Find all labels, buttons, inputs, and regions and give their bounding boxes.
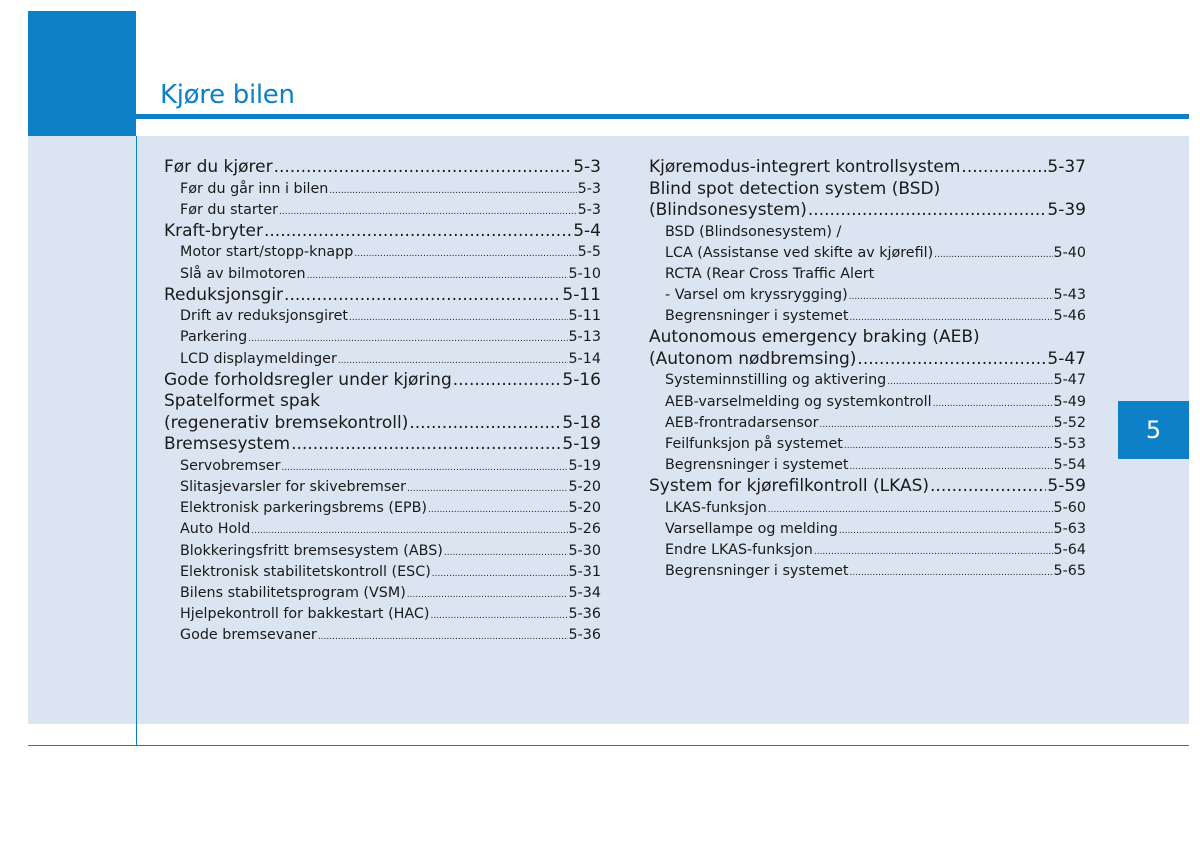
dot-leader <box>349 308 568 329</box>
toc-entry-label: (Blindsonesystem) <box>649 200 807 220</box>
toc-page-number: 5-65 <box>1053 563 1086 580</box>
toc-heading-line[interactable]: Autonomous emergency braking (AEB) <box>649 327 980 348</box>
toc-page-number: 5-40 <box>1053 244 1086 261</box>
toc-subentry[interactable] <box>164 264 601 285</box>
toc-subentry[interactable] <box>164 477 601 498</box>
toc-entry-label: Gode forholdsregler under kjøring <box>164 369 452 390</box>
toc-subentry[interactable] <box>164 200 601 221</box>
toc-subentry[interactable] <box>164 519 601 540</box>
toc-page-number: 5-34 <box>568 584 601 601</box>
toc-entry[interactable] <box>649 200 1086 222</box>
chapter-tab[interactable]: 5 <box>1118 401 1189 459</box>
toc-page-number: 5-14 <box>568 350 601 367</box>
toc-page-number: 5-20 <box>568 479 601 495</box>
toc-page-number: 5-3 <box>577 180 601 197</box>
toc-page-number: 5-63 <box>1053 521 1086 538</box>
toc-right-column <box>649 157 1086 583</box>
dot-leader <box>961 157 1046 179</box>
toc-entry-label: (Autonom nødbremsing) <box>649 348 857 369</box>
toc-page-number: 5-49 <box>1053 393 1086 410</box>
dot-leader <box>279 202 577 223</box>
toc-entry[interactable] <box>164 370 601 392</box>
toc-entry-label: Elektronisk stabilitetskontroll (ESC) <box>180 563 431 580</box>
toc-page-number: 5-20 <box>568 500 601 517</box>
toc-page-number: 5-47 <box>1047 348 1086 369</box>
toc-entry-label: AEB-frontradarsensor <box>665 414 819 431</box>
corner-color-block <box>28 11 136 136</box>
toc-page-number: 5-53 <box>1053 436 1086 452</box>
toc-heading-line[interactable]: Blind spot detection system (BSD) <box>649 178 941 199</box>
dot-leader <box>281 458 567 479</box>
dot-leader <box>407 585 568 606</box>
toc-subentry-line[interactable]: BSD (Blindsonesystem) / <box>665 223 842 240</box>
dot-leader <box>307 266 568 287</box>
toc-page-number: 5-37 <box>1047 157 1086 177</box>
toc-subentry[interactable] <box>164 306 601 327</box>
dot-leader <box>251 521 567 542</box>
toc-entry[interactable] <box>649 349 1086 371</box>
toc-page-number: 5-36 <box>568 606 601 623</box>
toc-subentry[interactable] <box>164 349 601 370</box>
toc-page-number: 5-59 <box>1047 476 1086 497</box>
toc-subentry[interactable] <box>649 392 1086 413</box>
dot-leader <box>849 287 1053 308</box>
toc-subentry[interactable] <box>164 562 601 583</box>
dot-leader <box>329 181 576 202</box>
toc-entry-label: AEB-varselmelding og systemkontroll <box>665 393 932 410</box>
toc-entry-label: Begrensninger i systemet <box>665 457 849 474</box>
toc-subentry[interactable] <box>649 455 1086 476</box>
toc-entry[interactable] <box>164 157 601 179</box>
dot-leader <box>839 521 1053 542</box>
toc-page-number: 5-3 <box>573 157 601 177</box>
toc-entry-label: Før du går inn i bilen <box>180 180 329 197</box>
toc-page-number: 5-36 <box>568 627 601 644</box>
bottom-rule <box>28 745 1189 746</box>
toc-page-number: 5-39 <box>1047 200 1086 220</box>
toc-page-number: 5-60 <box>1053 499 1086 516</box>
toc-page-number: 5-18 <box>562 412 601 433</box>
toc-subentry[interactable] <box>164 327 601 348</box>
dot-leader <box>248 329 567 350</box>
toc-page-number: 5-5 <box>577 244 601 261</box>
toc-page-number: 5-4 <box>573 220 601 241</box>
toc-entry-label: LKAS-funksjon <box>665 499 767 516</box>
toc-subentry[interactable] <box>649 434 1086 455</box>
toc-entry[interactable] <box>649 157 1086 179</box>
dot-leader <box>934 245 1052 266</box>
toc-subentry[interactable] <box>649 561 1086 582</box>
toc-entry-label: Begrensninger i systemet <box>665 308 849 325</box>
toc-entry-label: Før du kjører <box>164 157 273 177</box>
toc-page-number: 5-30 <box>568 542 601 559</box>
dot-leader <box>428 500 568 521</box>
toc-entry[interactable] <box>164 434 601 456</box>
title-underline <box>136 114 1189 119</box>
toc-entry-label: Bremsesystem <box>164 434 291 455</box>
toc-entry[interactable] <box>164 285 601 307</box>
dot-leader <box>354 244 576 265</box>
toc-entry-label: Drift av reduksjonsgiret <box>180 308 349 325</box>
toc-entry-label: Parkering <box>180 329 248 346</box>
toc-subentry[interactable] <box>649 243 1086 264</box>
toc-subentry[interactable] <box>164 583 601 604</box>
toc-entry-label: Slitasjevarsler for skivebremser <box>180 479 406 495</box>
dot-leader <box>407 479 568 500</box>
toc-entry-label: System for kjørefilkontroll (LKAS) <box>649 476 930 497</box>
margin-rule <box>136 136 137 746</box>
dot-leader <box>933 394 1053 415</box>
dot-leader <box>844 436 1053 457</box>
toc-entry-label: (regenerativ bremsekontroll) <box>164 412 409 433</box>
toc-subentry[interactable] <box>649 413 1086 434</box>
toc-entry-label: Reduksjonsgir <box>164 284 284 305</box>
toc-entry-label: Endre LKAS-funksjon <box>665 542 813 559</box>
toc-page-number: 5-16 <box>562 369 601 390</box>
toc-entry-label: Systeminnstilling og aktivering <box>665 372 887 389</box>
dot-leader <box>857 349 1046 371</box>
toc-subentry[interactable] <box>164 604 601 625</box>
toc-entry-label: Kraft-bryter <box>164 220 263 241</box>
toc-entry-label: Elektronisk parkeringsbrems (EPB) <box>180 500 427 517</box>
dot-leader <box>274 157 573 179</box>
toc-subentry[interactable] <box>649 540 1086 561</box>
toc-page-number: 5-46 <box>1053 308 1086 325</box>
toc-entry-label: Hjelpekontroll for bakkestart (HAC) <box>180 606 430 623</box>
chapter-title: Kjøre bilen <box>160 80 295 110</box>
toc-page-number: 5-3 <box>577 201 601 218</box>
toc-left-column <box>164 157 601 647</box>
dot-leader <box>850 308 1053 329</box>
toc-subentry[interactable] <box>649 519 1086 540</box>
toc-entry-label: Gode bremsevaner <box>180 627 317 644</box>
toc-entry-label: Auto Hold <box>180 521 251 538</box>
toc-entry-label: Feilfunksjon på systemet <box>665 436 843 452</box>
toc-page-number: 5-11 <box>562 284 601 305</box>
toc-page-number: 5-54 <box>1053 457 1086 474</box>
toc-page-number: 5-31 <box>568 563 601 580</box>
toc-heading-line[interactable]: Spatelformet spak <box>164 391 320 412</box>
toc-entry-label: Slå av bilmotoren <box>180 265 306 282</box>
dot-leader <box>808 200 1047 222</box>
toc-subentry[interactable] <box>649 370 1086 391</box>
dot-leader <box>431 606 568 627</box>
dot-leader <box>453 370 562 392</box>
toc-page-number: 5-43 <box>1053 287 1086 304</box>
toc-subentry[interactable] <box>164 242 601 263</box>
dot-leader <box>887 372 1052 393</box>
toc-subentry[interactable] <box>164 541 601 562</box>
toc-entry-label: Motor start/stopp-knapp <box>180 244 354 261</box>
toc-subentry[interactable] <box>164 625 601 646</box>
toc-subentry[interactable] <box>164 179 601 200</box>
toc-entry-label: Blokkeringsfritt bremsesystem (ABS) <box>180 542 443 559</box>
dot-leader <box>338 351 568 372</box>
dot-leader <box>444 543 568 564</box>
toc-subentry[interactable] <box>649 285 1086 306</box>
toc-entry-label: Begrensninger i systemet <box>665 563 849 580</box>
toc-page-number: 5-10 <box>568 265 601 282</box>
dot-leader <box>768 500 1053 521</box>
toc-entry-label: Kjøremodus-integrert kontrollsystem <box>649 157 961 177</box>
dot-leader <box>264 221 572 243</box>
toc-subentry[interactable] <box>164 498 601 519</box>
toc-entry-label: LCA (Assistanse ved skifte av kjørefil) <box>665 244 934 261</box>
toc-page-number: 5-19 <box>568 457 601 474</box>
dot-leader <box>409 413 561 435</box>
toc-page-number: 5-26 <box>568 521 601 538</box>
dot-leader <box>284 285 561 307</box>
dot-leader <box>850 563 1053 584</box>
toc-entry-label: Servobremser <box>180 457 281 474</box>
dot-leader <box>814 542 1053 563</box>
toc-subentry[interactable] <box>649 498 1086 519</box>
toc-entry-label: - Varsel om kryssrygging) <box>665 287 848 304</box>
dot-leader <box>291 434 561 456</box>
dot-leader <box>820 415 1053 436</box>
dot-leader <box>318 627 568 648</box>
dot-leader <box>432 564 568 585</box>
toc-entry-label: LCD displaymeldinger <box>180 350 337 367</box>
toc-page-number: 5-47 <box>1053 372 1086 389</box>
dot-leader <box>930 476 1046 498</box>
toc-subentry-line[interactable]: RCTA (Rear Cross Traffic Alert <box>665 265 875 282</box>
dot-leader <box>850 457 1053 478</box>
toc-subentry[interactable] <box>164 456 601 477</box>
toc-entry-label: Varsellampe og melding <box>665 521 838 538</box>
toc-entry-label: Før du starter <box>180 201 279 218</box>
toc-page-number: 5-19 <box>562 434 601 455</box>
toc-page-number: 5-11 <box>568 308 601 325</box>
toc-page-number: 5-13 <box>568 329 601 346</box>
toc-page-number: 5-52 <box>1053 414 1086 431</box>
toc-entry[interactable] <box>164 221 601 243</box>
toc-page-number: 5-64 <box>1053 542 1086 559</box>
toc-entry[interactable] <box>649 476 1086 498</box>
toc-entry-label: Bilens stabilitetsprogram (VSM) <box>180 584 406 601</box>
toc-subentry[interactable] <box>649 306 1086 327</box>
toc-entry[interactable] <box>164 413 601 435</box>
